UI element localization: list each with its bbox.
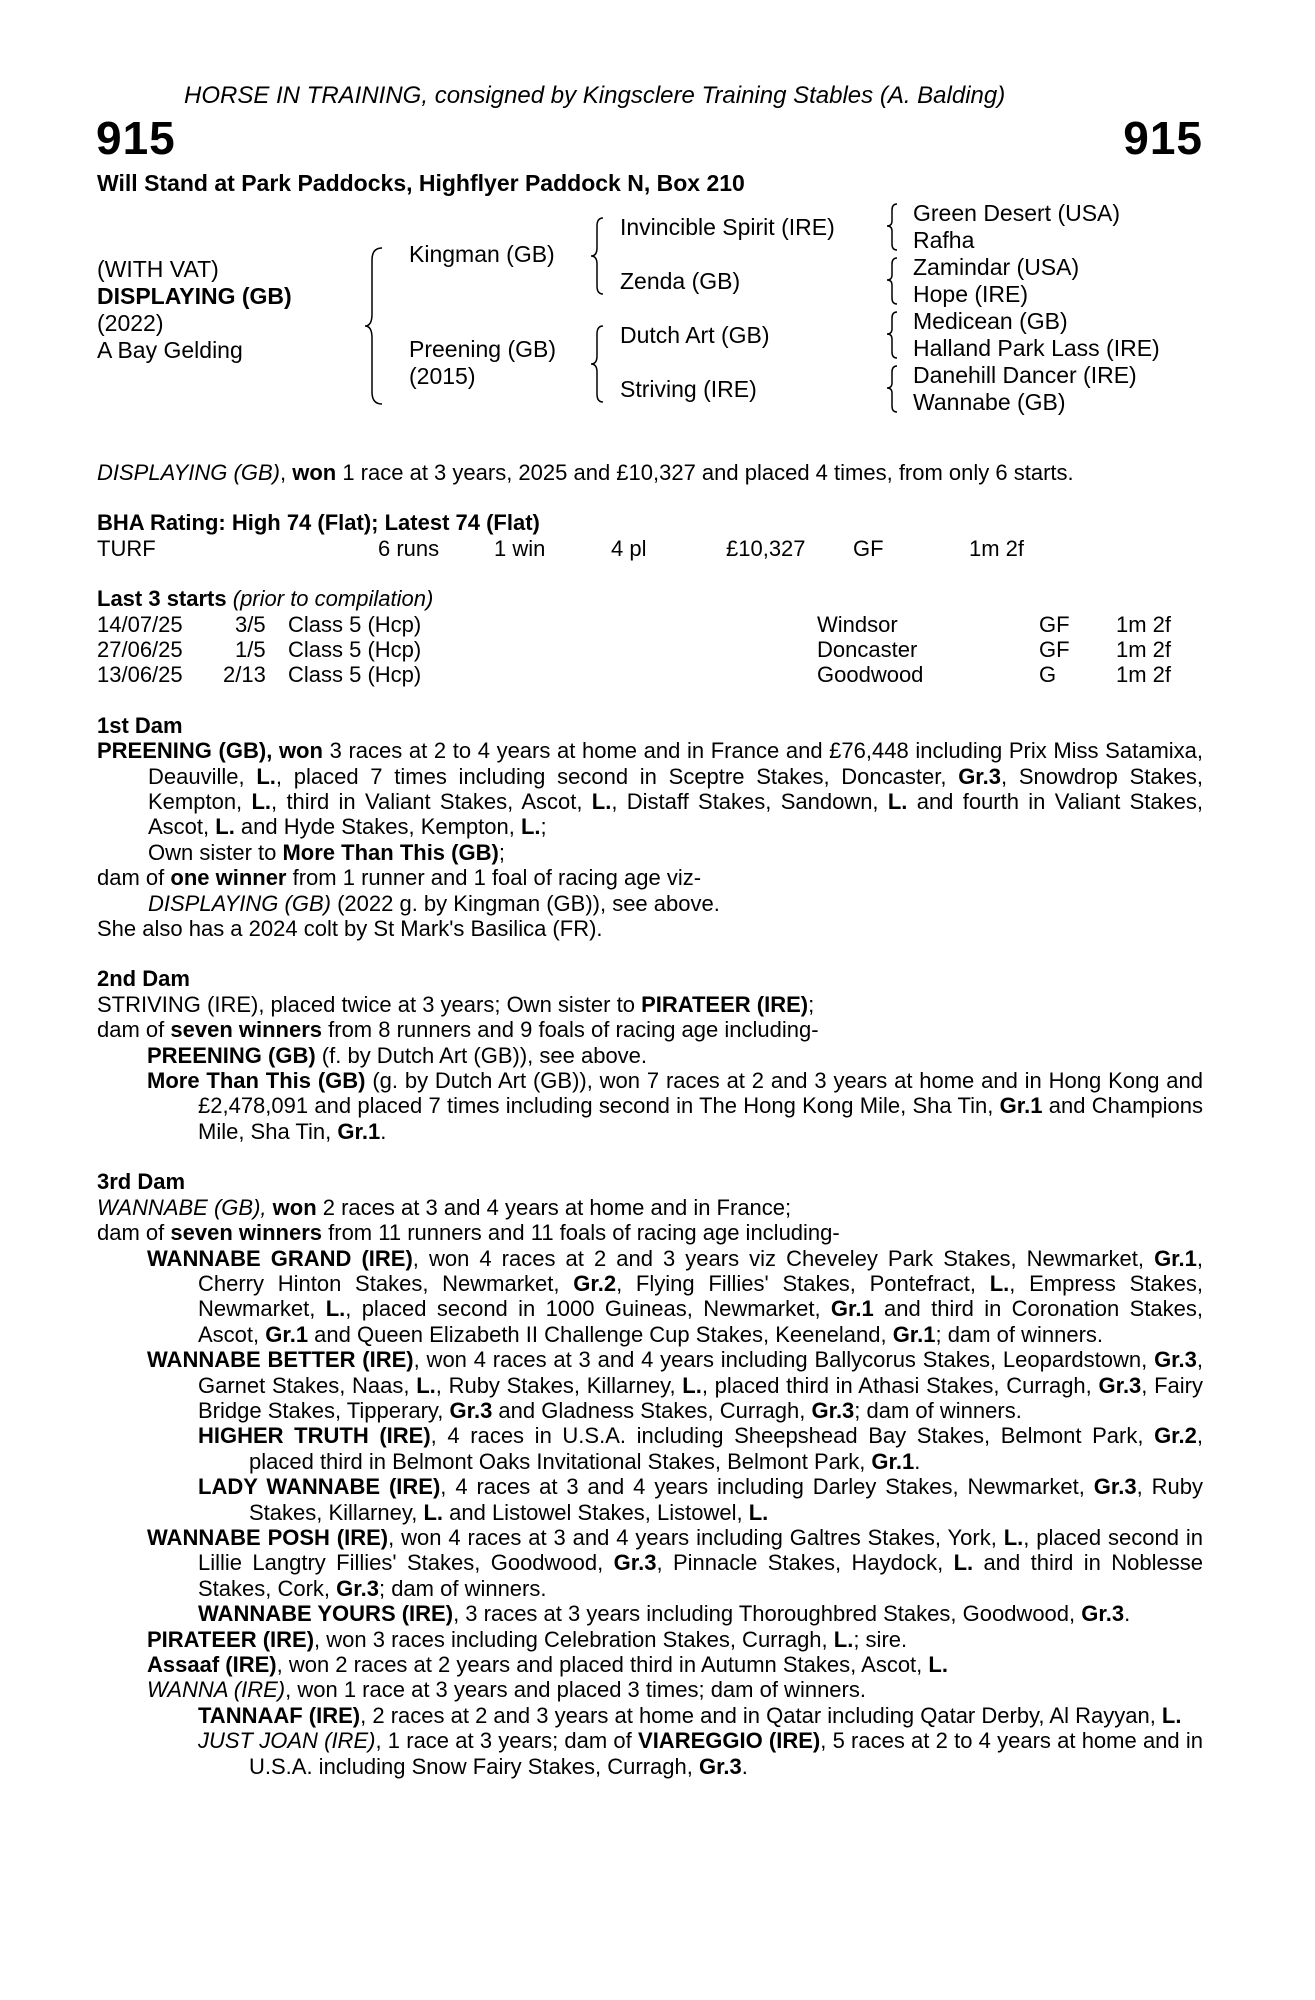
dam-year: (2015) bbox=[409, 363, 476, 389]
gg-7: Danehill Dancer (IRE) bbox=[913, 362, 1137, 388]
dam-name: Preening (GB) bbox=[409, 336, 557, 362]
progeny-wannabe-grand: WANNABE GRAND (IRE), won 4 races at 2 and 3 years viz Cheveley Park Stakes, Newmarket, Gr.1, Cherry Hinton Stakes, Newmarket, Gr.2, Flying Fillies' Stakes, Pontefract, L., Empress Stakes, Newmarket, L., placed second in 1000 Guineas, Newmarket, Gr.1 and third in Coronation Stakes, Ascot, Gr.1 and Queen Elizabeth II Challenge Cup Stakes, Keeneland, Gr.1; dam of winners. bbox=[147, 1245, 1204, 1347]
gg-3: Zamindar (USA) bbox=[913, 254, 1080, 280]
gg-2: Rafha bbox=[913, 227, 975, 253]
first-dam-sister: Own sister to More Than This (GB); bbox=[148, 839, 505, 865]
main-text bbox=[97, 460, 1203, 1779]
third-dam-record: WANNABE (GB), won 2 races at 3 and 4 years at home and in France; bbox=[97, 1194, 792, 1220]
pedigree-brace-sire bbox=[591, 216, 611, 296]
progeny-pirateer: PIRATEER (IRE), won 3 races including Celebration Stakes, Curragh, L.; sire. bbox=[147, 1626, 908, 1652]
sire-name: Kingman (GB) bbox=[409, 241, 555, 267]
pedigree-brace-gg3 bbox=[887, 310, 901, 360]
first-dam-progeny: DISPLAYING (GB) (2022 g. by Kingman (GB)), see above. bbox=[148, 890, 720, 916]
lot-number-right: 915 bbox=[1123, 112, 1203, 164]
last-start-row-3: 13/06/25 2/13 Class 5 (Hcp) Goodwood G 1m 2f bbox=[97, 662, 1172, 688]
progeny-wannabe-yours: WANNABE YOURS (IRE), 3 races at 3 years including Thoroughbred Stakes, Goodwood, Gr.3. bbox=[198, 1601, 1131, 1627]
third-dam-title: 3rd Dam bbox=[97, 1169, 186, 1195]
pedigree-brace-gg4 bbox=[887, 364, 901, 414]
second-dam-progeny-1: PREENING (GB) (f. by Dutch Art (GB)), see above. bbox=[147, 1042, 648, 1068]
gg-6: Halland Park Lass (IRE) bbox=[913, 335, 1160, 361]
gg-4: Hope (IRE) bbox=[913, 281, 1029, 307]
horse-year: (2022) bbox=[97, 310, 164, 336]
summary-paragraph: DISPLAYING (GB), won 1 race at 3 years, 2025 and £10,327 and placed 4 times, from only 6 starts. bbox=[97, 460, 1074, 485]
turf-record: TURF 6 runs 1 win 4 pl £10,327 GF 1m 2f bbox=[97, 535, 1025, 561]
progeny-tannaaf: TANNAAF (IRE), 2 races at 2 and 3 years at home and in Qatar including Qatar Derby, Al Rayyan, L. bbox=[198, 1702, 1182, 1728]
bha-rating: BHA Rating: High 74 (Flat); Latest 74 (Flat) bbox=[97, 510, 540, 536]
progeny-higher-truth: HIGHER TRUTH (IRE), 4 races in U.S.A. including Sheepshead Bay Stakes, Belmont Park, Gr.2, placed third in Belmont Oaks Invitational Stakes, Belmont Park, Gr.1. bbox=[198, 1423, 1203, 1474]
last-start-row-1: 14/07/25 3/5 Class 5 (Hcp) Windsor GF 1m 2f bbox=[97, 611, 1172, 637]
horse-name: DISPLAYING (GB) bbox=[97, 283, 292, 309]
third-dam-produce: dam of seven winners from 11 runners and 11 foals of racing age including- bbox=[97, 1220, 840, 1246]
second-dam-record: STRIVING (IRE), placed twice at 3 years; Own sister to PIRATEER (IRE); bbox=[97, 991, 815, 1017]
pedigree-brace-main bbox=[367, 246, 387, 406]
first-dam-title: 1st Dam bbox=[97, 712, 183, 738]
first-dam-also: She also has a 2024 colt by St Mark's Basilica (FR). bbox=[97, 916, 603, 942]
second-dam-title: 2nd Dam bbox=[97, 966, 190, 992]
progeny-assaaf: Assaaf (IRE), won 2 races at 2 years and placed third in Autumn Stakes, Ascot, L. bbox=[147, 1652, 948, 1677]
second-dam-progeny-2: More Than This (GB) (g. by Dutch Art (GB)), won 7 races at 2 and 3 years at home and in Hong Kong and £2,478,091 and placed 7 times including second in The Hong Kong Mile, Sha Tin, Gr.1 and Champions Mile, Sha Tin, Gr.1. bbox=[147, 1068, 1203, 1144]
consignor-line: HORSE IN TRAINING, consigned by Kingsclere Training Stables (A. Balding) bbox=[184, 82, 1006, 109]
horse-description: A Bay Gelding bbox=[97, 337, 243, 363]
dam-dam: Striving (IRE) bbox=[620, 376, 757, 402]
dam-sire: Dutch Art (GB) bbox=[620, 322, 770, 348]
vat-label: (WITH VAT) bbox=[97, 256, 219, 282]
sire-dam: Zenda (GB) bbox=[620, 268, 741, 294]
gg-1: Green Desert (USA) bbox=[913, 200, 1121, 226]
progeny-just-joan: JUST JOAN (IRE), 1 race at 3 years; dam of VIAREGGIO (IRE), 5 races at 2 to 4 years at home and in U.S.A. including Snow Fairy Stakes, Curragh, Gr.3. bbox=[198, 1728, 1203, 1779]
sire-sire: Invincible Spirit (IRE) bbox=[620, 214, 835, 240]
pedigree-brace-gg2 bbox=[887, 256, 901, 306]
progeny-wanna: WANNA (IRE), won 1 race at 3 years and placed 3 times; dam of winners. bbox=[147, 1677, 866, 1703]
pedigree-brace-dam bbox=[591, 324, 611, 404]
pedigree-brace-gg1 bbox=[887, 202, 901, 252]
lot-number-left: 915 bbox=[96, 112, 176, 164]
first-dam-produce: dam of one winner from 1 runner and 1 foal of racing age viz- bbox=[97, 865, 702, 891]
progeny-wannabe-better: WANNABE BETTER (IRE), won 4 races at 3 and 4 years including Ballycorus Stakes, Leopardstown, Gr.3, Garnet Stakes, Naas, L., Ruby Stakes, Killarney, L., placed third in Athasi Stakes, Curragh, Gr.3, Fairy Bridge Stakes, Tipperary, Gr.3 and Gladness Stakes, Curragh, Gr.3; dam of winners. bbox=[147, 1347, 1203, 1423]
second-dam-produce: dam of seven winners from 8 runners and 9 foals of racing age including- bbox=[97, 1017, 819, 1043]
location-line: Will Stand at Park Paddocks, Highflyer Paddock N, Box 210 bbox=[97, 170, 745, 196]
gg-5: Medicean (GB) bbox=[913, 308, 1068, 334]
progeny-wannabe-posh: WANNABE POSH (IRE), won 4 races at 3 and 4 years including Galtres Stakes, York, L., placed second in Lillie Langtry Fillies' Stakes, Goodwood, Gr.3, Pinnacle Stakes, Haydock, L. and third in Noblesse Stakes, Cork, Gr.3; dam of winners. bbox=[147, 1524, 1204, 1601]
last-starts-title: Last 3 starts (prior to compilation) bbox=[97, 586, 434, 612]
gg-8: Wannabe (GB) bbox=[913, 389, 1066, 415]
first-dam-record: PREENING (GB), won 3 races at 2 to 4 years at home and in France and £76,448 including Prix Miss Satamixa, Deauville, L., placed 7 times including second in Sceptre Stakes, Doncaster, Gr.3, Snowdrop Stakes, Kempton, L., third in Valiant Stakes, Ascot, L., Distaff Stakes, Sandown, L. and fourth in Valiant Stakes, Ascot, L. and Hyde Stakes, Kempton, L.; bbox=[97, 738, 1204, 840]
last-start-row-2: 27/06/25 1/5 Class 5 (Hcp) Doncaster GF 1m 2f bbox=[97, 637, 1172, 662]
progeny-lady-wannabe: LADY WANNABE (IRE), 4 races at 3 and 4 years including Darley Stakes, Newmarket, Gr.3, Ruby Stakes, Killarney, L. and Listowel Stakes, Listowel, L. bbox=[198, 1474, 1203, 1525]
